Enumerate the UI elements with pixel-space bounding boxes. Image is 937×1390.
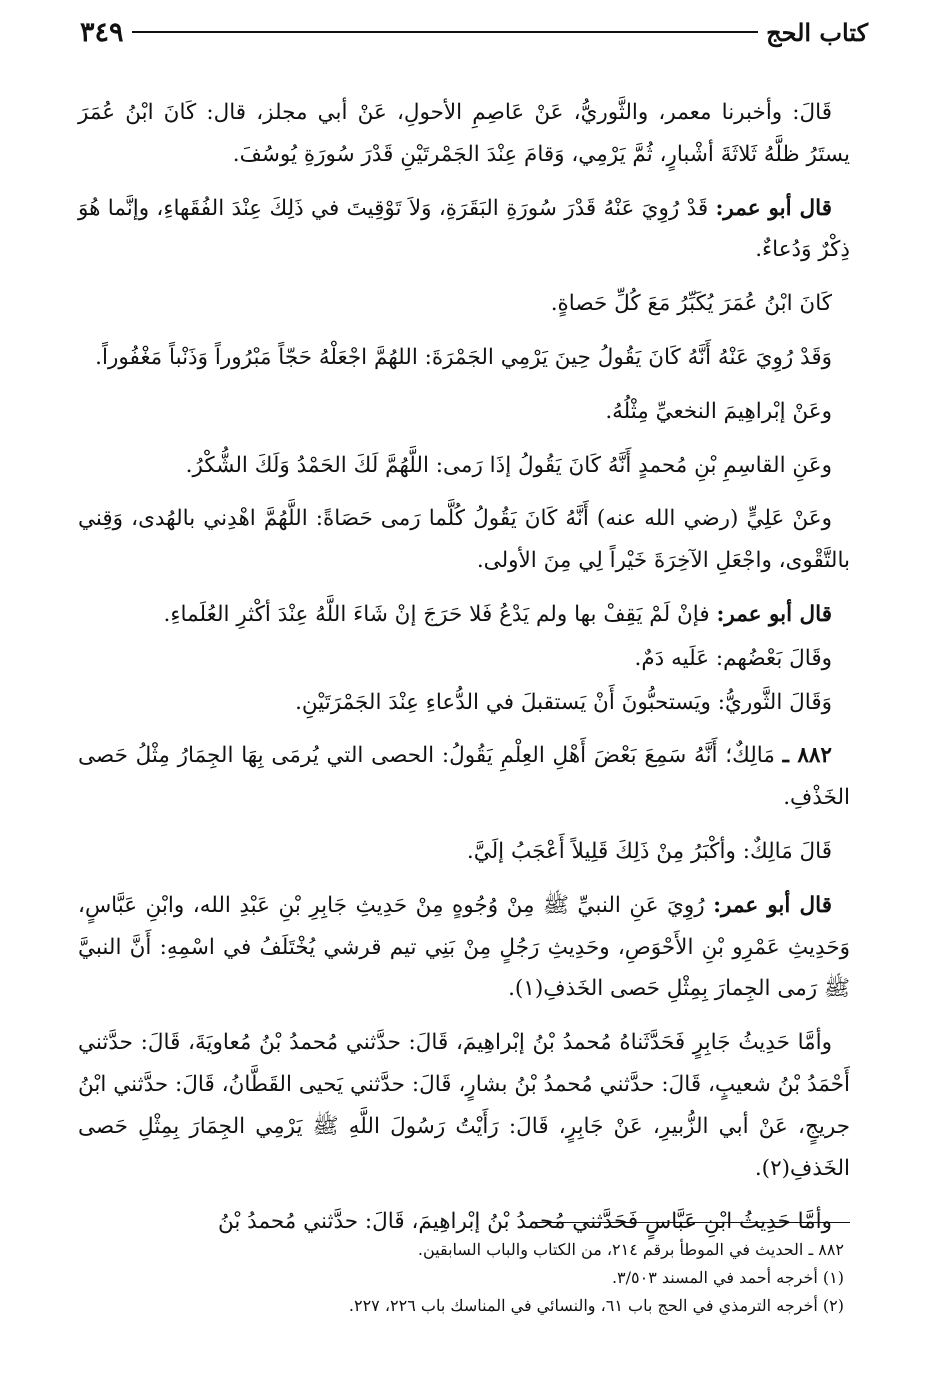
paragraph-lead: قال أبو عمر: [713,892,832,918]
paragraph [78,885,850,1010]
paragraph [78,498,850,582]
paragraph-text: فإنْ لَمْ يَقِفْ بها ولم يَدْعُ فَلا حَرَجَ إنْ شَاءَ اللَّهُ عِنْدَ أكْثرِ العُلَماءِ. [163,601,717,627]
footnote: (١) أخرجه أحمد في المسند ٣/٥٠٣. [611,1268,844,1287]
paragraph-lead: قال أبو عمر: [715,195,832,221]
paragraph [78,735,850,819]
paragraph [78,594,850,636]
paragraph-text: قَالَ: وأخبرنا معمر، والثَّوريُّ، عَنْ عَاصِمِ الأحولِ، عَنْ أبي مجلز، قال: كَانَ ابْنُ عُمَرَ يستَرُ ظلَّهُ ثَلاثَةَ أشْبارٍ، ثُمَّ يَرْمِي، وَقامَ عِنْدَ الجَمْرتَيْنِ قَدْرَ سُورَةِ يُوسُفَ. [78,100,850,167]
paragraph [78,831,850,873]
paragraph [78,337,850,379]
paragraph-text: وأمَّا حَدِيثُ ابْنِ عَبَّاسٍ فَحَدَّثني مُحمدُ بْنُ إبْراهِيمَ، قَالَ: حدَّثني مُحمدُ بْنُ [218,1209,832,1235]
paragraph-text: وأمَّا حَدِيثُ جَابِرٍ فَحَدَّثَناهُ مُحمدُ بْنُ إبْراهِيمَ، قَالَ: حدَّثني مُحمدُ بْنُ مُعاويَةَ، قَالَ: حدَّثني أَحْمَدُ بْنُ شعيبٍ، قَالَ: حدَّثني مُحمدُ بْنُ بشارٍ، قَالَ: حدَّثني يَحيى القَطَّانُ، قَالَ: حدَّثني ابْنُ جريجٍ، عَنْ أبي الزُّبيرِ، عَنْ جَابِرٍ، قَالَ: رَأَيْتُ رَسُولَ اللَّهِ ﷺ يَرْمِي الجِمَارَ بِمِثْلِ حَصى الخَذفِ(٢). [78,1030,850,1181]
paragraph-lead: قال أبو عمر: [716,601,832,627]
paragraph-text: وعَنْ عَلِيٍّ (رضي الله عنه) أَنَّهُ كَانَ يَقُولُ كُلَّما رَمى حَصَاةً: اللَّهُمَّ اهْدِني بالهُدى، وَقِني بالتَّقْوى، واجْعَلِ الآخِرَةَ خَيْراً لِي مِنَ الأولى. [78,506,850,574]
footnote: ٨٨٢ ـ الحديث في الموطأ برقم ٢١٤، من الكتاب والباب السابقين. [417,1240,844,1259]
paragraph [78,391,850,433]
paragraph-text: وقَالَ بَعْضُهم: عَلَيه دَمٌ. [634,645,832,671]
paragraph-lead: ٨٨٢ ـ [782,743,832,769]
paragraph [78,188,850,272]
paragraph-text: رُوِيَ عَنِ النبيِّ ﷺ مِنْ وُجُوهٍ مِنْ حَدِيثِ جَابِرِ بْنِ عَبْدِ الله، وابْنِ عَبَّاسٍ، وَحَدِيثِ عَمْرِو بْنِ الأَحْوَصِ، وحَدِيثِ رَجُلٍ مِنْ بَنِي تيم قرشي يُخْتَلَفُ في اسْمِهِ: أَنَّ النبيَّ ﷺ رَمى الجِمارَ بِمِثْلِ حَصى الخَذفِ(١). [78,892,850,1002]
paragraph-text: قَدْ رُوِيَ عَنْهُ قَدْرَ سُورَةِ البَقَرَةِ، وَلاَ تَوْقِيتَ في ذَلِكَ عِنْدَ الفُقَهاءِ، وإنَّما هُوَ ذِكْرٌ وَدُعاءٌ. [78,195,850,263]
paragraph-text: وعَنْ إبْراهِيمَ النخعيِّ مِثْلُهُ. [605,398,832,424]
page-header [80,12,868,52]
footnotes [78,1236,850,1320]
main-text [78,92,850,1255]
chapter-title: كتاب الحج [766,17,868,47]
header-rule [132,31,759,33]
paragraph [78,638,850,680]
paragraph [78,682,850,724]
paragraph [78,445,850,487]
footnote-separator [532,1222,850,1223]
paragraph-text: وَقَدْ رُوِيَ عَنْهُ أَنَّهُ كَانَ يَقُولُ حِينَ يَرْمِي الجَمْرَةَ: اللهُمَّ اجْعَلْهُ حَجّاً مَبْرُوراً وَذَنْباً مَغْفُوراً. [95,344,832,370]
paragraph [78,1022,850,1189]
paragraph [78,283,850,325]
paragraph-text: كَانَ ابْنُ عُمَرَ يُكَبِّرُ مَعَ كُلِّ حَصاةٍ. [550,291,832,317]
paragraph-text: مَالِكٌ؛ أَنَّهُ سَمِعَ بَعْضَ أَهْلِ العِلْمِ يَقُولُ: الحصى التي يُرمَى بِهَا الجِمَارُ مِثْلُ حَصى الخَذْفِ. [78,743,850,811]
paragraph [78,92,850,176]
paragraph-text: قَالَ مَالِكٌ: وأكْبَرُ مِنْ ذَلِكَ قَلِيلاً أَعْجَبُ إلَيَّ. [466,838,832,864]
page-number: ٣٤٩ [80,16,124,48]
paragraph-text: وعَنِ القاسِمِ بْنِ مُحمدٍ أَنَّهُ كَانَ يَقُولُ إذَا رَمى: اللَّهُمَّ لَكَ الحَمْدُ وَلَكَ الشُّكْرُ. [185,452,832,478]
footnote: (٢) أخرجه الترمذي في الحج باب ٦١، والنسائي في المناسك باب ٢٢٦، ٢٢٧. [348,1296,844,1315]
paragraph-text: وَقَالَ الثَّوريُّ: ويَستحبُّونَ أَنْ يَستقبلَ في الدُّعاءِ عِنْدَ الجَمْرَتَيْنِ. [295,689,832,715]
